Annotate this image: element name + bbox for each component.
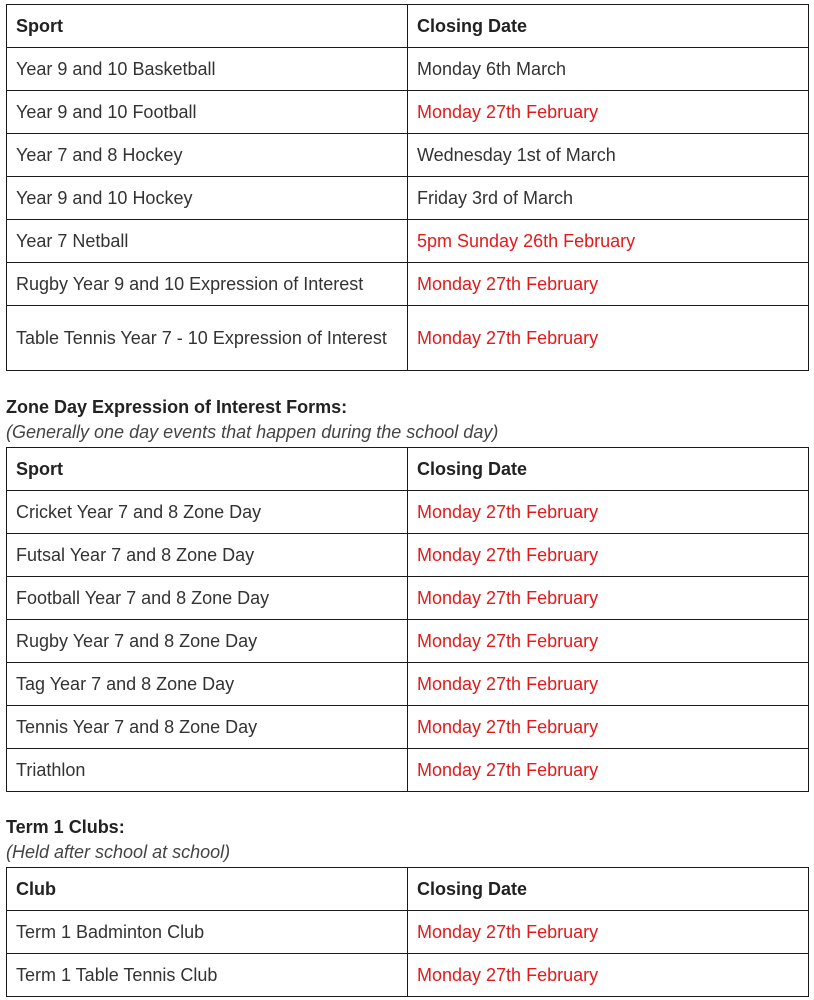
column-header-sport: Sport xyxy=(7,5,408,48)
row-closing-date: Wednesday 1st of March xyxy=(408,134,809,177)
row-name: Table Tennis Year 7 - 10 Expression of Interest xyxy=(7,306,408,371)
row-closing-date: Monday 27th February xyxy=(408,954,809,997)
row-name: Rugby Year 9 and 10 Expression of Interest xyxy=(7,263,408,306)
term-clubs-subheading: (Held after school at school) xyxy=(6,842,231,862)
table-row xyxy=(7,220,809,263)
row-name: Football Year 7 and 8 Zone Day xyxy=(7,577,408,620)
row-closing-date: Monday 27th February xyxy=(408,663,809,706)
row-name: Rugby Year 7 and 8 Zone Day xyxy=(7,620,408,663)
table-row xyxy=(7,91,809,134)
table-row xyxy=(7,177,809,220)
row-closing-date: Monday 27th February xyxy=(408,534,809,577)
table-header-row xyxy=(7,5,809,48)
row-name: Tag Year 7 and 8 Zone Day xyxy=(7,663,408,706)
row-closing-date: Monday 27th February xyxy=(408,706,809,749)
row-name: Year 7 Netball xyxy=(7,220,408,263)
row-closing-date: Monday 6th March xyxy=(408,48,809,91)
row-name: Year 9 and 10 Football xyxy=(7,91,408,134)
table-row xyxy=(7,577,809,620)
table-row xyxy=(7,954,809,997)
table-row xyxy=(7,620,809,663)
row-closing-date: Monday 27th February xyxy=(408,306,809,371)
zone-day-table xyxy=(6,447,809,792)
term-clubs-heading: Term 1 Clubs: xyxy=(6,817,125,837)
row-name: Cricket Year 7 and 8 Zone Day xyxy=(7,491,408,534)
column-header-closing-date: Closing Date xyxy=(408,5,809,48)
row-name: Futsal Year 7 and 8 Zone Day xyxy=(7,534,408,577)
sports-closing-dates-table xyxy=(6,4,809,371)
table-row xyxy=(7,306,809,371)
row-closing-date: Friday 3rd of March xyxy=(408,177,809,220)
column-header-club: Club xyxy=(7,868,408,911)
table-row xyxy=(7,534,809,577)
row-closing-date: Monday 27th February xyxy=(408,577,809,620)
column-header-closing-date: Closing Date xyxy=(408,868,809,911)
zone-day-subheading: (Generally one day events that happen during the school day) xyxy=(6,422,499,442)
row-name: Tennis Year 7 and 8 Zone Day xyxy=(7,706,408,749)
table-row xyxy=(7,134,809,177)
row-closing-date: Monday 27th February xyxy=(408,749,809,792)
table-row xyxy=(7,263,809,306)
row-closing-date: Monday 27th February xyxy=(408,620,809,663)
column-header-closing-date: Closing Date xyxy=(408,448,809,491)
row-name: Term 1 Table Tennis Club xyxy=(7,954,408,997)
table-row xyxy=(7,911,809,954)
table-row xyxy=(7,749,809,792)
column-header-sport: Sport xyxy=(7,448,408,491)
table-header-row xyxy=(7,448,809,491)
table-row xyxy=(7,663,809,706)
row-closing-date: Monday 27th February xyxy=(408,91,809,134)
row-name: Year 9 and 10 Basketball xyxy=(7,48,408,91)
row-closing-date: Monday 27th February xyxy=(408,911,809,954)
table-row xyxy=(7,706,809,749)
table-row xyxy=(7,491,809,534)
table-row xyxy=(7,48,809,91)
row-name: Triathlon xyxy=(7,749,408,792)
row-closing-date: 5pm Sunday 26th February xyxy=(408,220,809,263)
row-closing-date: Monday 27th February xyxy=(408,263,809,306)
row-name: Year 9 and 10 Hockey xyxy=(7,177,408,220)
row-name: Year 7 and 8 Hockey xyxy=(7,134,408,177)
term-clubs-table xyxy=(6,867,809,997)
zone-day-heading: Zone Day Expression of Interest Forms: xyxy=(6,397,348,417)
row-name: Term 1 Badminton Club xyxy=(7,911,408,954)
row-closing-date: Monday 27th February xyxy=(408,491,809,534)
table-header-row xyxy=(7,868,809,911)
